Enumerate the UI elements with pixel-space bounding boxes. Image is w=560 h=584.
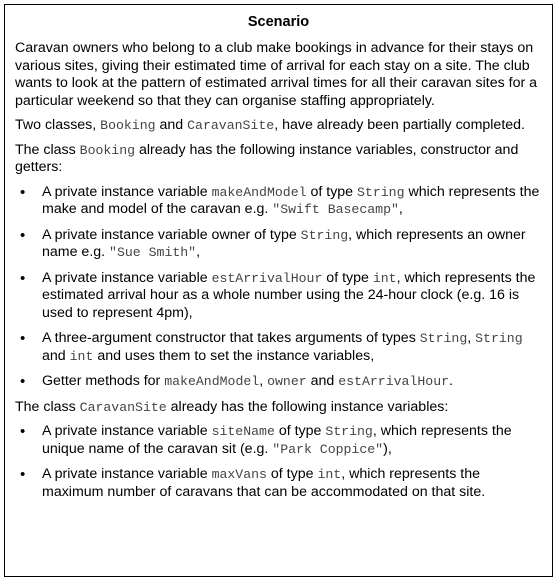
list-item: • Getter methods for makeAndModel, owner and estArrivalHour. [15, 373, 542, 391]
list-item: • A three-argument constructor that takes arguments of types String, String and int and uses them to set the instance variables, [15, 330, 542, 365]
list-item: • A private instance variable estArrivalHour of type int, which represents the estimated arrival hour as a whole number using the 24-hour clock (e.g. 16 is used to represent 4pm), [15, 270, 542, 323]
booking-paragraph: The class Booking already has the following instance variables, constructor and getters: [15, 141, 519, 175]
scenario-box [4, 4, 553, 577]
list-item: • A private instance variable owner of type String, which represents an owner name e.g. "Sue Smith", [15, 227, 542, 262]
classes-paragraph: Two classes, Booking and CaravanSite, have already been partially completed. [15, 117, 525, 133]
class-name-booking: Booking [79, 142, 136, 158]
class-name-caravansite: CaravanSite [79, 399, 167, 415]
list-item: • A private instance variable siteName of type String, which represents the unique name of the caravan sit (e.g. "Park Coppice"), [15, 423, 542, 458]
intro-paragraph: Caravan owners who belong to a club make bookings in advance for their stays on various sites, giving their estimated time of arrival for each stay on a site. The club wants to look at the pattern of estimated arrival times for all their caravan sites for a particular weekend so that they can organise staffing appropriately. [15, 40, 538, 109]
caravansite-paragraph: The class CaravanSite already has the following instance variables: [15, 398, 449, 415]
class-name-caravansite: CaravanSite [187, 118, 275, 133]
booking-list [15, 184, 542, 391]
caravansite-list [15, 423, 542, 501]
list-item: • A private instance variable maxVans of type int, which represents the maximum number of caravans that can be accommodated on that site. [15, 466, 542, 501]
list-item: • A private instance variable makeAndModel of type String which represents the make and model of the caravan e.g. "Swift Basecamp", [15, 184, 542, 219]
class-name-booking: Booking [100, 118, 156, 133]
scenario-title: Scenario [247, 14, 310, 30]
